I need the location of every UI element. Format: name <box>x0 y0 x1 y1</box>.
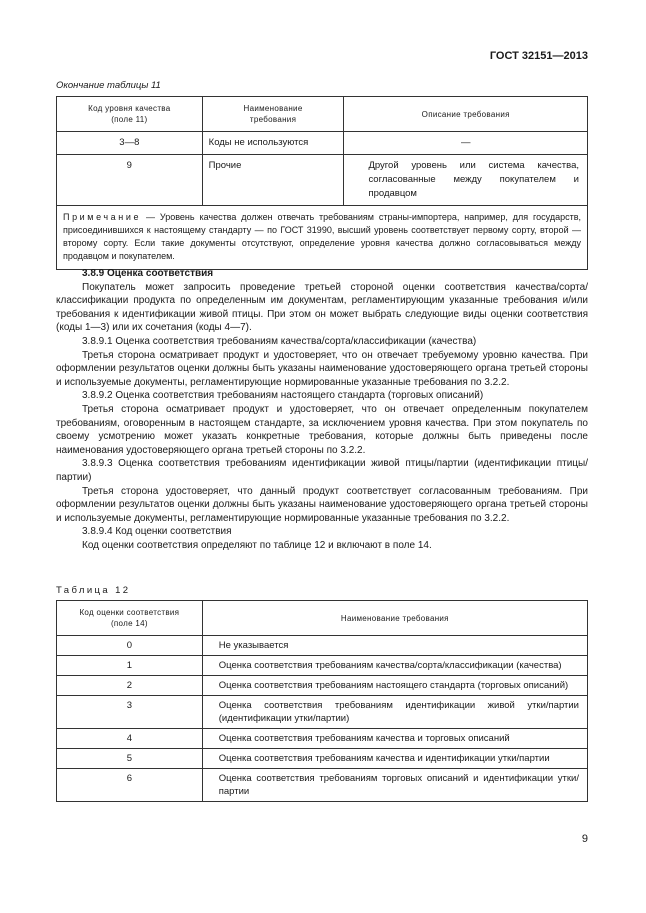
table-row <box>57 696 588 729</box>
document-id: ГОСТ 32151—2013 <box>489 50 588 62</box>
requirement-name-cell: Оценка соответствия требованиям торговых описаний и идентификации утки/партии <box>202 769 587 802</box>
table-note-row <box>57 206 588 270</box>
note-label: Примечание <box>63 212 142 222</box>
table-row <box>57 155 588 206</box>
assessment-code-cell: 3 <box>57 696 203 729</box>
paragraph: Покупатель может запросить проведение третьей стороной оценки соответствия качества/сорта/классификации продукта по определенным им документам, регламентирующим указанные требования и/или требования к идентификации живой птицы. При этом он может выбрать следующие виды оценки соответствия (коды 1—3) или их сочетания (коды 4—7). <box>56 281 588 334</box>
paragraph: Третья сторона осматривает продукт и удостоверяет, что он отвечает требуемому уровню качества. При оформлении результатов оценки должны быть указаны наименование удостоверяющего органа третьей стороны и используемые документы, регламентирующие нормированные указанные требования по 3.2.2. <box>56 349 588 388</box>
assessment-code-cell: 5 <box>57 749 203 769</box>
subsection-title: 3.8.9.1 Оценка соответствия требованиям качества/сорта/классификации (качества) <box>82 335 477 347</box>
requirement-desc-cell: — <box>344 132 588 155</box>
section-heading: 3.8.9 Оценка соответствия <box>82 268 214 279</box>
paragraph: Третья сторона осматривает продукт и удостоверяет, что он отвечает определенным покупателем требованиям, оговоренным в настоящем стандарте, за исключением уровня качества. При этом покупатель по своему усмотрению может указать конкретные требования, которые должны быть приведены после наименования удостоверяющего органа третьей стороны по 3.2.2. <box>56 403 588 456</box>
requirement-name-cell: Не указывается <box>202 636 587 656</box>
table-12-caption: Таблица 12 <box>56 585 131 596</box>
table-header-row <box>57 601 588 636</box>
subsection-title: 3.8.9.3 Оценка соответствия требованиям идентификации живой птицы/партии (идентификации птицы/партии) <box>56 458 588 483</box>
requirement-name-cell: Оценка соответствия требованиям качества и торговых описаний <box>202 729 587 749</box>
column-header: Код оценки соответствия (поле 14) <box>57 601 203 636</box>
assessment-code-cell: 6 <box>57 769 203 802</box>
table-row <box>57 769 588 802</box>
table-12 <box>56 600 588 802</box>
requirement-name-cell: Коды не используются <box>202 132 344 155</box>
requirement-desc-cell: Другой уровень или система качества, согласованные между покупателем и продавцом <box>344 155 588 206</box>
table-row <box>57 132 588 155</box>
table-header-row <box>57 97 588 132</box>
table-row <box>57 656 588 676</box>
paragraph: Код оценки соответствия определяют по таблице 12 и включают в поле 14. <box>82 539 432 551</box>
quality-code-cell: 9 <box>57 155 203 206</box>
table-row <box>57 636 588 656</box>
assessment-code-cell: 2 <box>57 676 203 696</box>
note-text: — Уровень качества должен отвечать требованиям страны-импортера, например, для государств, присоединившихся к настоящему стандарту — по ГОСТ 31990, высший уровень соответствует первому сорту, второй — второму сорту. Если такие документы отсутствуют, определение уровня качества должно согласовываться между продавцом и покупателем. <box>63 212 581 261</box>
paragraph: Третья сторона удостоверяет, что данный продукт соответствует согласованным требованиям. При оформлении результатов оценки должны быть указаны наименование удостоверяющего органа третьей стороны и используемые документы, регламентирующие нормированные указанные требования по 3.2.2. <box>56 485 588 524</box>
requirement-name-cell: Оценка соответствия требованиям настоящего стандарта (торговых описаний) <box>202 676 587 696</box>
table-row <box>57 749 588 769</box>
column-header: Описание требования <box>344 97 588 132</box>
requirement-name-cell: Оценка соответствия требованиям качества и идентификации утки/партии <box>202 749 587 769</box>
table-11 <box>56 96 588 270</box>
table-row <box>57 676 588 696</box>
table-row <box>57 729 588 749</box>
section-3-8-9 <box>56 267 588 552</box>
assessment-code-cell: 4 <box>57 729 203 749</box>
page-number: 9 <box>581 833 588 845</box>
subsection-title: 3.8.9.2 Оценка соответствия требованиям настоящего стандарта (торговых описаний) <box>82 390 484 402</box>
table-note <box>57 206 588 270</box>
requirement-name-cell: Оценка соответствия требованиям идентификации живой утки/партии (идентификации утки/партии) <box>202 696 587 729</box>
subsection-title: 3.8.9.4 Код оценки соответствия <box>82 526 232 538</box>
requirement-name-cell: Прочие <box>202 155 344 206</box>
assessment-code-cell: 0 <box>57 636 203 656</box>
column-header: Наименование требования <box>202 97 344 132</box>
quality-code-cell: 3—8 <box>57 132 203 155</box>
column-header: Код уровня качества (поле 11) <box>57 97 203 132</box>
requirement-name-cell: Оценка соответствия требованиям качества/сорта/классификации (качества) <box>202 656 587 676</box>
column-header: Наименование требования <box>202 601 587 636</box>
table-11-caption: Окончание таблицы 11 <box>56 80 161 91</box>
assessment-code-cell: 1 <box>57 656 203 676</box>
